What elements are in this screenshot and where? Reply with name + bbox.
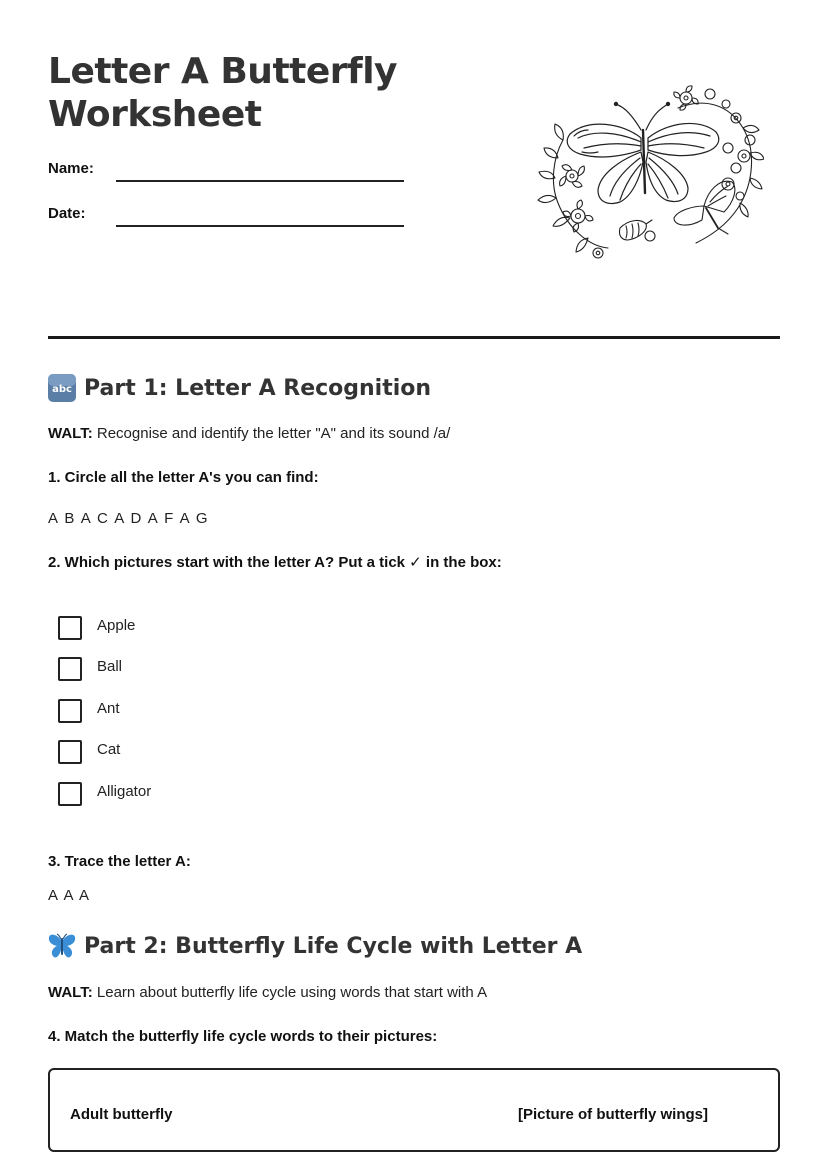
checklist-item[interactable] [58,739,151,780]
checklist-label: Cat [97,741,121,759]
svg-text:abc: abc [52,384,72,395]
page-title [48,50,397,136]
name-label: Name: [48,160,94,177]
question-1: 1. Circle all the letter A's you can find: [48,469,319,486]
checklist-label: Ant [97,699,120,717]
section-divider [48,336,780,339]
checklist-label: Alligator [97,782,152,800]
title-line-1: Letter A Butterfly [48,51,397,92]
part2-heading-text: Part 2: Butterfly Life Cycle with Letter A [84,933,583,959]
checkbox[interactable] [58,616,82,640]
checklist-item[interactable] [58,615,151,656]
question-2: 2. Which pictures start with the letter A? Put a tick ✓ in the box: [48,554,502,571]
part1-heading-text: Part 1: Letter A Recognition [84,375,432,401]
part2-heading [48,932,582,960]
checkbox[interactable] [58,657,82,681]
worksheet-header [48,0,780,338]
worksheet-page [48,0,780,1123]
part2-walt-label: WALT: [48,984,93,1001]
match-word: Adult butterfly [70,1106,173,1123]
checklist-label: Apple [97,617,136,634]
name-field[interactable] [48,160,408,182]
part1-walt-text: Recognise and identify the letter "A" and its sound /a/ [92,425,451,442]
part2-walt-text: Learn about butterfly life cycle using words that start with A [92,984,488,1001]
part2-walt [48,984,487,1001]
part1-walt [48,425,450,442]
checklist-item[interactable] [58,698,151,739]
checklist-item[interactable] [58,781,151,822]
butterfly-illustration [528,78,764,270]
checklist-item[interactable] [58,656,151,697]
question-3: 3. Trace the letter A: [48,853,191,870]
match-table [48,1068,780,1152]
letter-row: A B A C A D A F A G [48,510,210,527]
date-label: Date: [48,205,86,222]
abc-icon [48,374,76,402]
checkbox[interactable] [58,782,82,806]
title-line-2: Worksheet [48,94,262,135]
date-field[interactable] [48,205,408,227]
checklist-label: Ball [97,658,123,676]
checkbox[interactable] [58,699,82,723]
name-line[interactable] [116,180,404,182]
question-4: 4. Match the butterfly life cycle words to their pictures: [48,1028,438,1045]
match-picture: [Picture of butterfly wings] [518,1106,709,1123]
trace-letters: A A A [48,887,91,904]
date-line[interactable] [116,225,404,227]
part1-walt-label: WALT: [48,425,93,442]
checkbox[interactable] [58,740,82,764]
picture-checklist [58,615,151,822]
part1-heading [48,374,431,402]
butterfly-icon [48,932,76,960]
